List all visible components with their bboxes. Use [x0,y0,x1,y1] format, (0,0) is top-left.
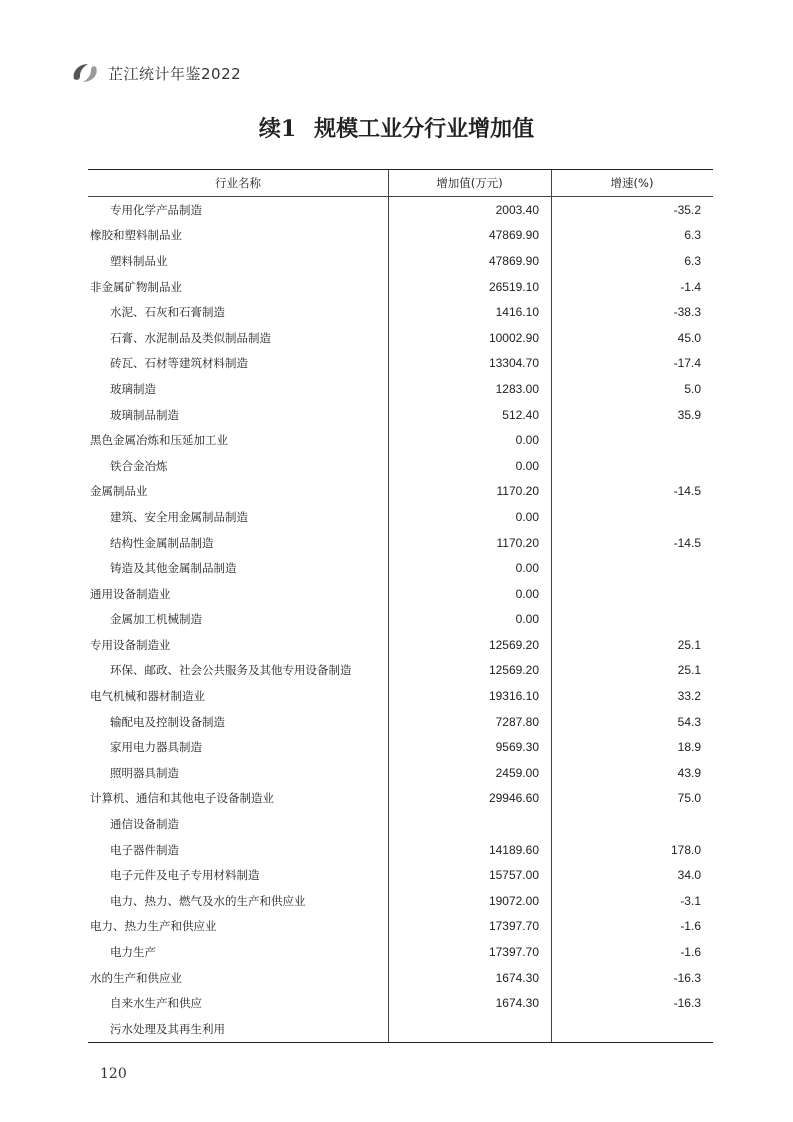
industry-name-cell: 砖瓦、石材等建筑材料制造 [110,356,248,371]
industry-name-cell: 电子器件制造 [110,842,179,857]
table-body [88,197,713,1042]
value-added-cell: 1170.20 [496,535,539,550]
industry-name-cell: 黑色金属冶炼和压延加工业 [90,433,228,448]
value-added-cell: 0.00 [515,561,539,576]
industry-name-cell: 水泥、石灰和石膏制造 [110,305,225,320]
growth-rate-cell: -35.2 [673,202,701,217]
growth-rate-cell: 75.0 [677,791,701,806]
industry-name-cell: 铁合金冶炼 [110,458,168,473]
table-row [88,965,713,991]
value-added-cell: 29946.60 [488,791,539,806]
growth-rate-cell: -3.1 [680,893,701,908]
value-added-cell: 0.00 [515,586,539,601]
table-row [88,658,713,684]
value-added-cell: 1674.30 [495,970,539,985]
value-added-cell: 1170.20 [496,484,539,499]
industry-name-cell: 通信设备制造 [110,817,179,832]
column-divider [388,170,389,1042]
table-row [88,990,713,1016]
industry-name-cell: 电气机械和器材制造业 [90,689,205,704]
table-row [88,888,713,914]
industry-name-cell: 铸造及其他金属制品制造 [110,561,237,576]
industry-name-cell: 水的生产和供应业 [90,970,182,985]
value-added-cell: 15757.00 [488,868,539,883]
value-added-cell: 17397.70 [488,945,539,960]
table-row [88,555,713,581]
growth-rate-cell: 178.0 [670,842,701,857]
table-row [88,862,713,888]
industry-name-cell: 橡胶和塑料制品业 [90,228,182,243]
data-table [88,169,713,1043]
table-row [88,632,713,658]
table-row [88,837,713,863]
page-number: 120 [100,1066,127,1082]
growth-rate-cell: 18.9 [677,740,701,755]
industry-name-cell: 污水处理及其再生利用 [110,1021,225,1036]
value-added-cell: 17397.70 [488,919,539,934]
industry-name-cell: 电力、热力、燃气及水的生产和供应业 [110,893,306,908]
value-added-cell: 0.00 [515,612,539,627]
table-row [88,274,713,300]
value-added-cell: 512.40 [502,407,539,422]
growth-rate-cell: -17.4 [673,356,701,371]
value-added-cell: 47869.90 [488,253,539,268]
value-added-cell: 1416.10 [495,305,539,320]
growth-rate-cell: 35.9 [677,407,701,422]
growth-rate-cell: 6.3 [684,253,701,268]
growth-rate-cell: -16.3 [673,996,701,1011]
table-row [88,811,713,837]
industry-name-cell: 塑料制品业 [110,253,168,268]
table-row [88,760,713,786]
table-row [88,709,713,735]
industry-name-cell: 家用电力器具制造 [110,740,202,755]
growth-rate-cell: -1.6 [680,919,701,934]
growth-rate-cell: -14.5 [673,535,701,550]
value-added-cell: 1283.00 [495,381,539,396]
value-added-cell: 19316.10 [488,689,539,704]
industry-name-cell: 电子元件及电子专用材料制造 [110,868,260,883]
industry-name-cell: 建筑、安全用金属制品制造 [110,509,248,524]
table-row [88,402,713,428]
industry-name-cell: 环保、邮政、社会公共服务及其他专用设备制造 [110,663,352,678]
industry-name-cell: 专用设备制造业 [90,637,171,652]
growth-rate-cell: 5.0 [684,381,701,396]
table-row [88,530,713,556]
industry-name-cell: 玻璃制品制造 [110,407,179,422]
table-row [88,299,713,325]
industry-name-cell: 非金属矿物制品业 [90,279,182,294]
value-added-cell: 12569.20 [488,663,539,678]
value-added-cell: 13304.70 [488,356,539,371]
growth-rate-cell: -14.5 [673,484,701,499]
table-row [88,581,713,607]
table-row [88,325,713,351]
growth-rate-cell: 6.3 [684,228,701,243]
value-added-cell: 1674.30 [495,996,539,1011]
table-row [88,1016,713,1042]
column-divider [551,170,552,1042]
table-bottom-rule [88,1042,713,1043]
table-row [88,734,713,760]
value-added-cell: 10002.90 [488,330,539,345]
table-row [88,223,713,249]
growth-rate-cell: 33.2 [677,689,701,704]
value-added-cell: 9569.30 [495,740,539,755]
value-added-cell: 26519.10 [488,279,539,294]
table-row [88,939,713,965]
table-row [88,479,713,505]
table-name: 规模工业分行业增加值 [314,116,535,142]
growth-rate-cell: 34.0 [677,868,701,883]
table-row [88,453,713,479]
table-row [88,197,713,223]
swirl-logo-icon [70,60,100,86]
value-added-cell: 0.00 [515,433,539,448]
industry-name-cell: 电力生产 [110,945,156,960]
value-added-cell: 7287.80 [495,714,539,729]
industry-name-cell: 金属加工机械制造 [110,612,202,627]
industry-name-cell: 石膏、水泥制品及类似制品制造 [110,330,271,345]
value-added-cell: 0.00 [515,458,539,473]
table-row [88,914,713,940]
growth-rate-cell: 54.3 [677,714,701,729]
growth-rate-cell: -1.4 [680,279,701,294]
value-added-cell: 2459.00 [495,765,539,780]
page-header [70,58,241,88]
growth-rate-cell: 25.1 [677,637,701,652]
table-row [88,607,713,633]
table-row [88,351,713,377]
column-header: 增速(%) [610,176,654,190]
table-row [88,427,713,453]
industry-name-cell: 输配电及控制设备制造 [110,714,225,729]
value-added-cell: 19072.00 [488,893,539,908]
industry-name-cell: 电力、热力生产和供应业 [90,919,217,934]
industry-name-cell: 照明器具制造 [110,765,179,780]
table-row [88,504,713,530]
value-added-cell: 14189.60 [488,842,539,857]
growth-rate-cell: 25.1 [677,663,701,678]
value-added-cell: 47869.90 [488,228,539,243]
industry-name-cell: 结构性金属制品制造 [110,535,214,550]
book-title: 芷江统计年鉴2022 [108,64,242,83]
growth-rate-cell: -1.6 [680,945,701,960]
table-row [88,248,713,274]
table-header-row [88,170,713,196]
growth-rate-cell: 43.9 [677,765,701,780]
table-row [88,683,713,709]
industry-name-cell: 玻璃制造 [110,381,156,396]
industry-name-cell: 计算机、通信和其他电子设备制造业 [90,791,274,806]
growth-rate-cell: -16.3 [673,970,701,985]
table-number: 续1 [258,116,297,142]
industry-name-cell: 通用设备制造业 [90,586,171,601]
industry-name-cell: 自来水生产和供应 [110,996,202,1011]
value-added-cell: 12569.20 [488,637,539,652]
value-added-cell: 0.00 [515,509,539,524]
industry-name-cell: 金属制品业 [90,484,148,499]
growth-rate-cell: 45.0 [677,330,701,345]
growth-rate-cell: -38.3 [673,305,701,320]
table-row [88,376,713,402]
industry-name-cell: 专用化学产品制造 [110,202,202,217]
table-row [88,786,713,812]
column-header: 增加值(万元) [436,176,503,190]
column-header: 行业名称 [215,176,261,190]
value-added-cell: 2003.40 [495,202,539,217]
table-title [0,112,793,143]
